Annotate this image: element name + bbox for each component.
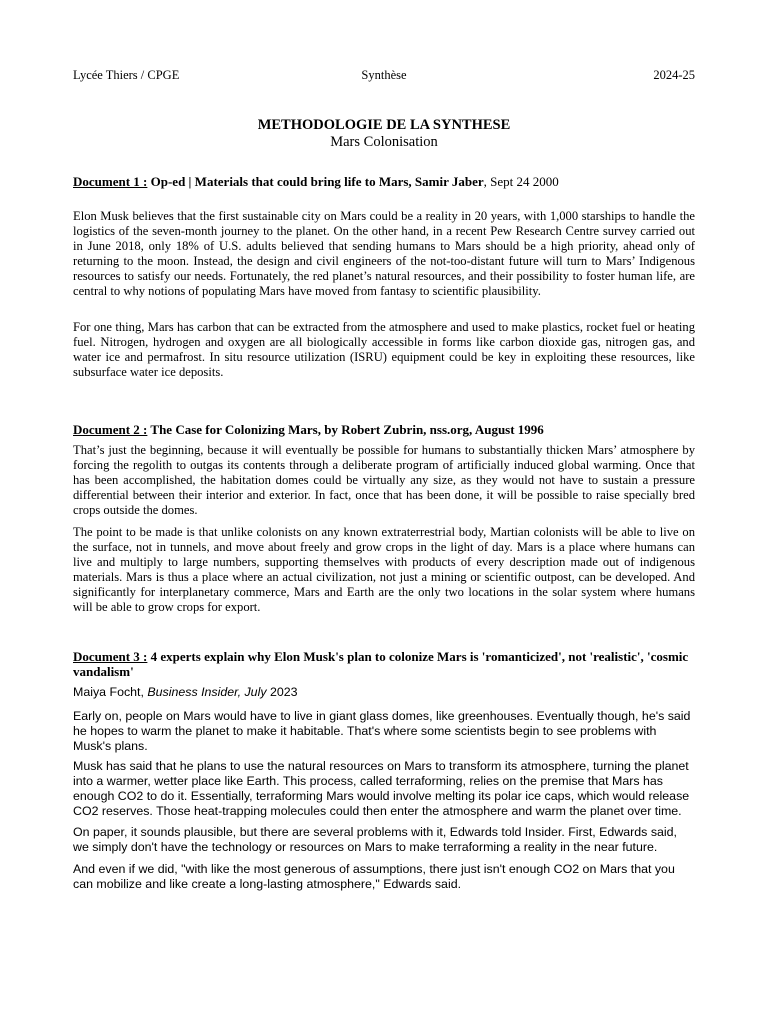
document-1-title: Op-ed | Materials that could bring life to Mars, Samir Jaber [147,174,484,189]
document-3-label: Document 3 : [73,649,148,664]
header-school: Lycée Thiers / CPGE [73,68,180,82]
document-1-heading [73,174,695,189]
document-2-heading [73,422,695,437]
document-3-paragraph-2: Musk has said that he plans to use the natural resources on Mars to transform its atmosphere, turning the planet into a warmer, wetter place like Earth. This process, called terraforming, relies on the premise that Mars has enough CO2 to do it. Essentially, terraforming Mars would involve melting its polar ice caps, which would release CO2 reserves. Those heat-trapping molecules could then enter the atmosphere and warm the planet over time. [73,759,690,818]
document-3-heading [73,649,695,679]
title-block [73,116,695,151]
document-1-date: , Sept 24 2000 [483,174,559,189]
header-year: 2024-25 [653,68,695,82]
byline-source: Business Insider, July [147,685,267,699]
document-1-paragraph-2: For one thing, Mars has carbon that can be extracted from the atmosphere and used to make plastics, rocket fuel or heating fuel. Nitrogen, hydrogen and oxygen are all biologically accessible in forms like carbon dioxide gas, nitrogen gas, and water ice and permafrost. In situ resource utilization (ISRU) equipment could be key in exploiting these resources, like subsurface water ice deposits. [73,320,695,379]
document-2-label: Document 2 : [73,422,148,437]
document-3-paragraph-1: Early on, people on Mars would have to live in giant glass domes, like greenhouses. Eventually though, he's said he hopes to warm the planet to make it habitable. That's where some scientists begin to see problems with Musk's plans. [73,709,691,753]
byline-year: 2023 [266,685,298,699]
document-1-label: Document 1 : [73,174,148,189]
byline-author: Maiya Focht, [73,685,148,699]
document-1-paragraph-1: Elon Musk believes that the first sustainable city on Mars could be a reality in 20 years, with 1,000 starships to handle the logistics of the seven-month journey to the planet. On the other hand, in a recent Pew Research Centre survey carried out in June 2018, only 18% of U.S. adults believed that sending humans to Mars should be a high priority, ahead only of returning to the moon. Instead, the design and civil engineers of the not-too-distant future will turn to Mars’ Indigenous resources to satisfy our needs. Fortunately, the red planet’s natural resources, and their possibility to foster human life, are central to why notions of populating Mars have moved from fantasy to scientific plausibility. [73,209,695,298]
page-subtitle: Mars Colonisation [330,134,438,150]
document-3-byline [73,685,695,700]
document-2-title: The Case for Colonizing Mars, by Robert Zubrin, nss.org, August 1996 [147,422,544,437]
document-3-paragraph-3: On paper, it sounds plausible, but there are several problems with it, Edwards told Insider. First, Edwards said, we simply don't have the technology or resources on Mars to make terraforming a reality in the near future. [73,825,677,854]
page-header [73,68,695,84]
document-3-title: 4 experts explain why Elon Musk's plan to colonize Mars is 'romanticized', not 'realistic', 'cosmic vandalism' [73,649,689,679]
document-2-paragraph-2: The point to be made is that unlike colonists on any known extraterrestrial body, Martian colonists will be able to live on the surface, not in tunnels, and move about freely and grow crops in the light of day. Mars is a place where humans can live and multiply to large numbers, supporting themselves with products of every description made out of indigenous materials. Mars is thus a place where an actual civilization, not just a mining or scientific outpost, can be developed. And significantly for interplanetary commerce, Mars and Earth are the only two locations in the solar system where humans will be able to grow crops for export. [73,525,695,614]
document-2-paragraph-1: That’s just the beginning, because it will eventually be possible for humans to substantially thicken Mars’ atmosphere by forcing the regolith to outgas its contents through a deliberate program of artificially induced global warming. Once that has been accomplished, the habitation domes could be virtually any size, as they would not have to sustain a pressure differential between their interior and exterior. In fact, once that has been done, it will be possible to raise specially bred crops outside the domes. [73,443,695,517]
page-title: METHODOLOGIE DE LA SYNTHESE [257,117,511,133]
document-3-paragraph-4: And even if we did, "with like the most generous of assumptions, there just isn't enough CO2 on Mars that you can mobilize and like create a long-lasting atmosphere," Edwards said. [73,862,675,891]
header-subject: Synthèse [361,68,407,82]
